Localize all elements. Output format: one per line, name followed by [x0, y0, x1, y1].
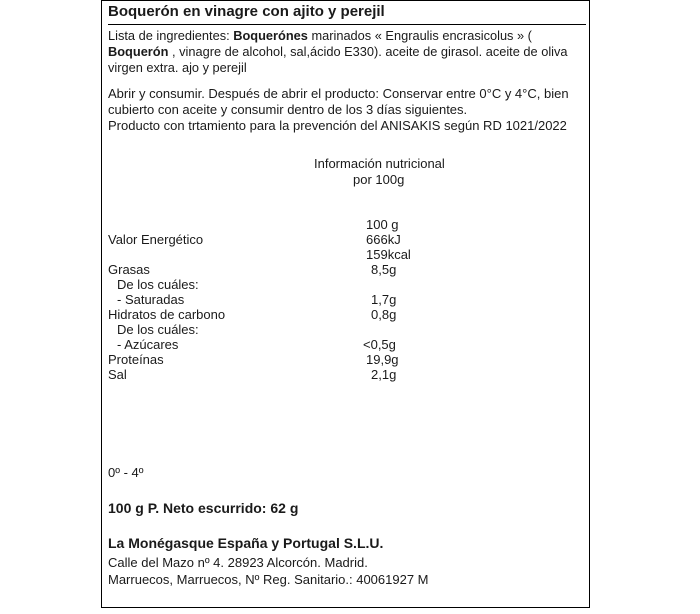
anisakis-note: Producto con trtamiento para la prevención del ANISAKIS según RD 1021/2022: [108, 118, 567, 133]
ingredients-prefix: Lista de ingredientes:: [108, 28, 234, 43]
product-title-box: [108, 1, 586, 25]
nutrition-label: - Saturadas: [117, 292, 185, 307]
nutrition-label: Grasas: [108, 262, 150, 277]
nutrition-subheading: por 100g: [353, 172, 405, 187]
nutrition-column-header: 100 g: [366, 217, 399, 232]
nutrition-value: 19,9g: [366, 352, 399, 367]
storage-line-1: Abrir y consumir. Después de abrir el producto: Conservar entre 0°C y 4°C, bien: [108, 86, 569, 101]
nutrition-value: 159kcal: [366, 247, 411, 262]
product-title: Boquerón en vinagre con ajito y perejil: [108, 3, 385, 20]
ingredients-text-2: , vinagre de alcohol, sal,ácido E330). aceite de girasol. aceite de oliva virgen extra. ajo y perejil: [108, 44, 568, 75]
nutrition-value: <0,5g: [363, 337, 396, 352]
ingredient-bold-1: Boquerónes: [233, 28, 308, 43]
net-weight: 100 g P. Neto escurrido: 62 g: [108, 500, 299, 516]
temperature-range: 0º - 4º: [108, 465, 144, 480]
sanitary-registry: Marruecos, Marruecos, Nº Reg. Sanitario.: 40061927 M: [108, 572, 429, 587]
nutrition-value: 0,8g: [371, 307, 397, 322]
ingredient-bold-2: Boquerón: [108, 44, 169, 59]
ingredients-list: [108, 28, 584, 76]
product-label: [101, 0, 590, 608]
company-address: Calle del Mazo nº 4. 28923 Alcorcón. Madrid.: [108, 555, 368, 570]
nutrition-label: Proteínas: [108, 352, 164, 367]
ingredients-text-1: marinados « Engraulis encrasicolus » (: [307, 28, 532, 43]
nutrition-value: 666kJ: [366, 232, 401, 247]
storage-line-2: cubierto con aceite y consumir dentro de los 3 días siguientes.: [108, 102, 468, 117]
nutrition-label: Hidratos de carbono: [108, 307, 226, 322]
nutrition-label: De los cuáles:: [117, 277, 199, 292]
nutrition-label: Valor Energético: [108, 232, 204, 247]
company-name: La Monégasque España y Portugal S.L.U.: [108, 535, 384, 551]
nutrition-value: 2,1g: [371, 367, 397, 382]
nutrition-value: 8,5g: [371, 262, 397, 277]
nutrition-label: - Azúcares: [117, 337, 179, 352]
nutrition-label: De los cuáles:: [117, 322, 199, 337]
nutrition-heading: Información nutricional: [314, 156, 445, 171]
nutrition-label: Sal: [108, 367, 127, 382]
nutrition-value: 1,7g: [371, 292, 397, 307]
